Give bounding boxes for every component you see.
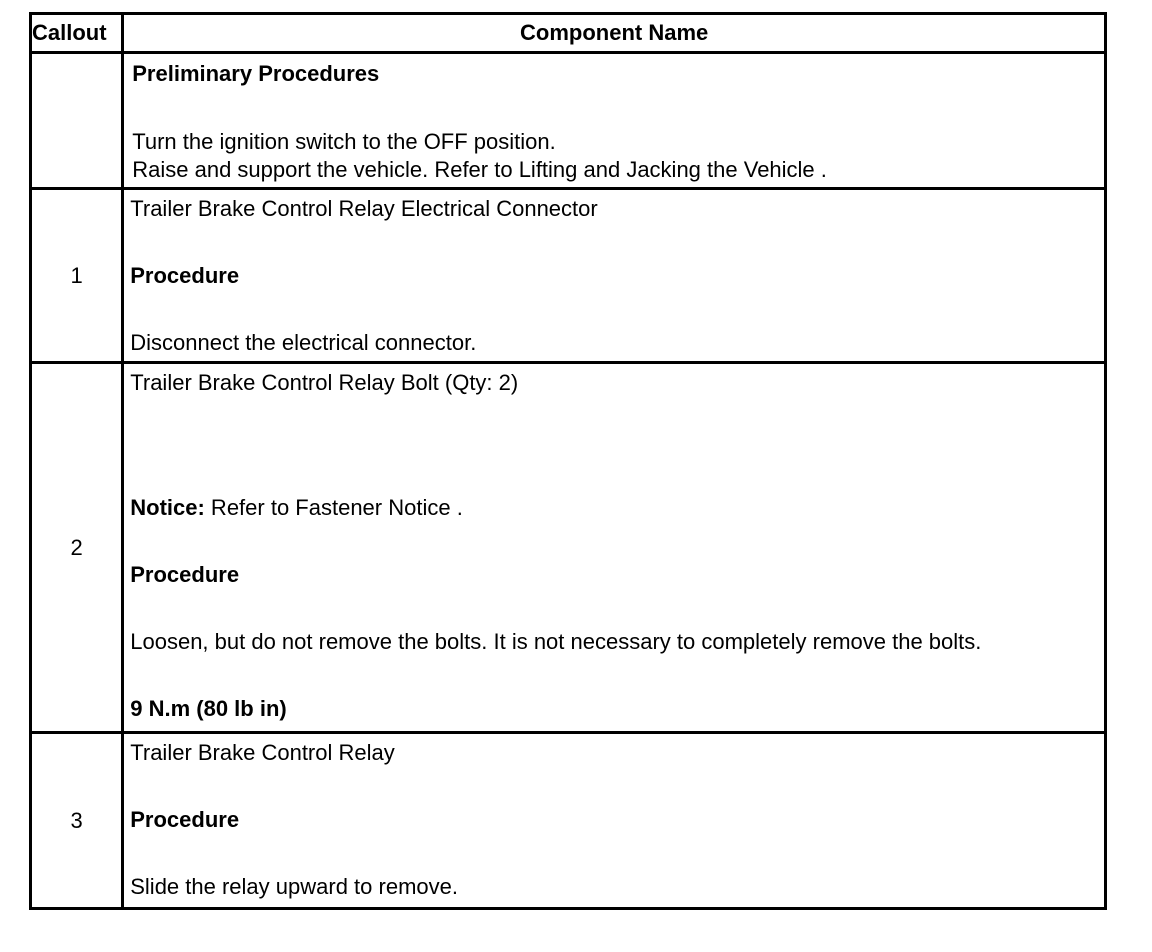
component-name: Trailer Brake Control Relay Bolt (Qty: 2) <box>130 370 519 395</box>
procedure-text: Disconnect the electrical connector. <box>130 330 477 355</box>
preliminary-callout-cell <box>31 53 123 189</box>
table-row <box>31 189 1106 363</box>
component-cell <box>123 363 1106 733</box>
callout-number: 3 <box>31 733 123 909</box>
procedure-label: Procedure <box>130 263 240 288</box>
notice-line <box>124 494 1104 522</box>
torque-spec: 9 N.m (80 lb in) <box>130 696 287 721</box>
callout-number: 1 <box>31 189 123 363</box>
callout-number: 2 <box>31 363 123 733</box>
preliminary-title: Preliminary Procedures <box>132 61 380 86</box>
component-cell <box>123 189 1106 363</box>
preliminary-step: Raise and support the vehicle. Refer to Lifting and Jacking the Vehicle . <box>132 157 827 182</box>
table-header-row <box>31 14 1106 53</box>
table-row <box>31 363 1106 733</box>
procedure-text: Slide the relay upward to remove. <box>130 874 458 899</box>
callout-column-header: Callout <box>31 14 123 53</box>
table-row <box>31 733 1106 909</box>
procedure-label: Procedure <box>130 562 240 587</box>
component-cell <box>123 733 1106 909</box>
component-name: Trailer Brake Control Relay Electrical Connector <box>130 196 598 221</box>
preliminary-cell <box>123 53 1106 189</box>
preliminary-step: Turn the ignition switch to the OFF position. <box>132 129 556 154</box>
procedure-text: Loosen, but do not remove the bolts. It is not necessary to completely remove the bolts. <box>130 629 982 654</box>
notice-text: Refer to Fastener Notice . <box>204 495 463 520</box>
notice-label: Notice: <box>130 495 205 520</box>
component-name-column-header: Component Name <box>123 14 1106 53</box>
preliminary-row <box>31 53 1106 189</box>
procedure-table <box>29 12 1107 910</box>
component-name: Trailer Brake Control Relay <box>130 740 395 765</box>
procedure-label: Procedure <box>130 807 240 832</box>
